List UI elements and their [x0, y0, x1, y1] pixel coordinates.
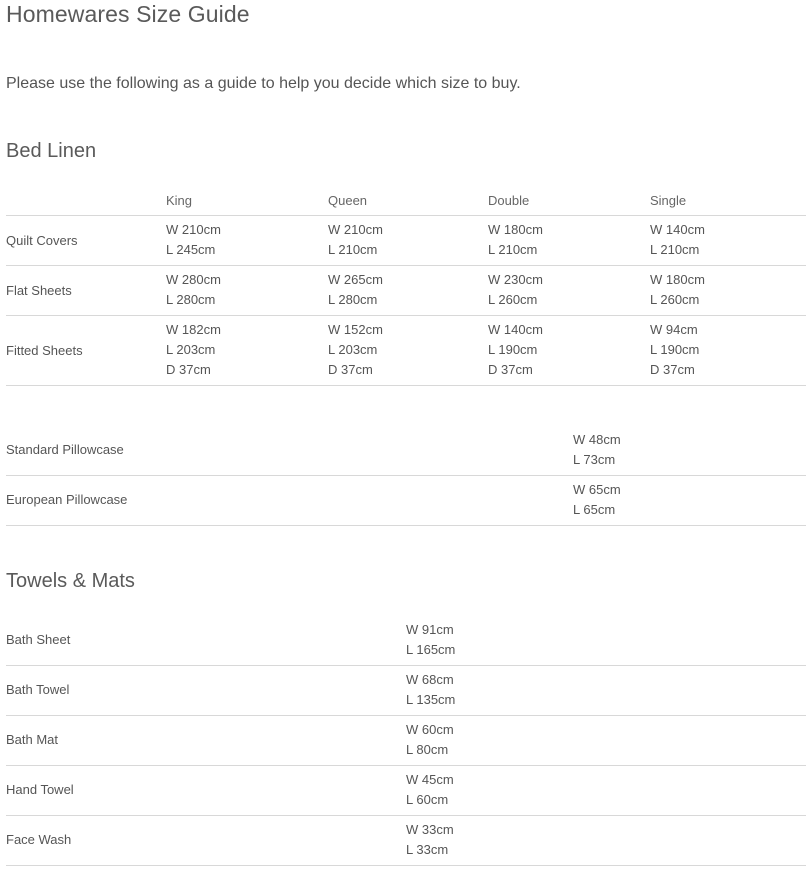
size-cell: W 94cm L 190cm D 37cm — [650, 322, 700, 377]
intro-text: Please use the following as a guide to help you decide which size to buy. — [6, 75, 521, 92]
column-header-king: King — [166, 193, 193, 208]
size-cell: W 140cm L 210cm — [650, 222, 705, 257]
column-header-double: Double — [488, 193, 530, 208]
size-cell: W 210cm L 245cm — [166, 222, 221, 257]
divider — [6, 385, 806, 386]
size-cell: W 91cm L 165cm — [406, 622, 456, 657]
towels-mats-heading: Towels & Mats — [6, 570, 135, 592]
row-label-hand-towel: Hand Towel — [6, 782, 74, 797]
size-cell: W 265cm L 280cm — [328, 272, 383, 307]
size-cell: W 45cm L 60cm — [406, 772, 454, 807]
divider — [6, 475, 806, 476]
size-cell: W 65cm L 65cm — [573, 482, 621, 517]
size-cell: W 60cm L 80cm — [406, 722, 454, 757]
row-label-standard-pillowcase: Standard Pillowcase — [6, 442, 124, 457]
row-label-quilt-covers: Quilt Covers — [6, 233, 78, 248]
bed-linen-heading: Bed Linen — [6, 140, 97, 162]
column-header-queen: Queen — [328, 193, 368, 208]
divider — [6, 525, 806, 526]
row-label-bath-mat: Bath Mat — [6, 732, 59, 747]
divider — [6, 665, 806, 666]
row-label-face-wash: Face Wash — [6, 832, 72, 847]
divider — [6, 815, 806, 816]
size-cell: W 140cm L 190cm D 37cm — [488, 322, 543, 377]
size-cell: W 180cm L 260cm — [650, 272, 705, 307]
divider — [6, 265, 806, 266]
row-label-flat-sheets: Flat Sheets — [6, 283, 72, 298]
divider — [6, 865, 806, 866]
divider — [6, 765, 806, 766]
divider — [6, 315, 806, 316]
size-cell: W 182cm L 203cm D 37cm — [166, 322, 221, 377]
row-label-european-pillowcase: European Pillowcase — [6, 492, 128, 507]
row-label-bath-sheet: Bath Sheet — [6, 632, 71, 647]
row-label-bath-towel: Bath Towel — [6, 682, 70, 697]
divider — [6, 215, 806, 216]
row-label-fitted-sheets: Fitted Sheets — [6, 343, 83, 358]
size-cell: W 280cm L 280cm — [166, 272, 221, 307]
size-cell: W 210cm L 210cm — [328, 222, 383, 257]
size-cell: W 68cm L 135cm — [406, 672, 456, 707]
size-cell: W 33cm L 33cm — [406, 822, 454, 857]
size-cell: W 180cm L 210cm — [488, 222, 543, 257]
page-title: Homewares Size Guide — [6, 1, 250, 27]
divider — [6, 715, 806, 716]
size-cell: W 230cm L 260cm — [488, 272, 543, 307]
column-header-single: Single — [650, 193, 687, 208]
size-cell: W 48cm L 73cm — [573, 432, 621, 467]
size-cell: W 152cm L 203cm D 37cm — [328, 322, 383, 377]
